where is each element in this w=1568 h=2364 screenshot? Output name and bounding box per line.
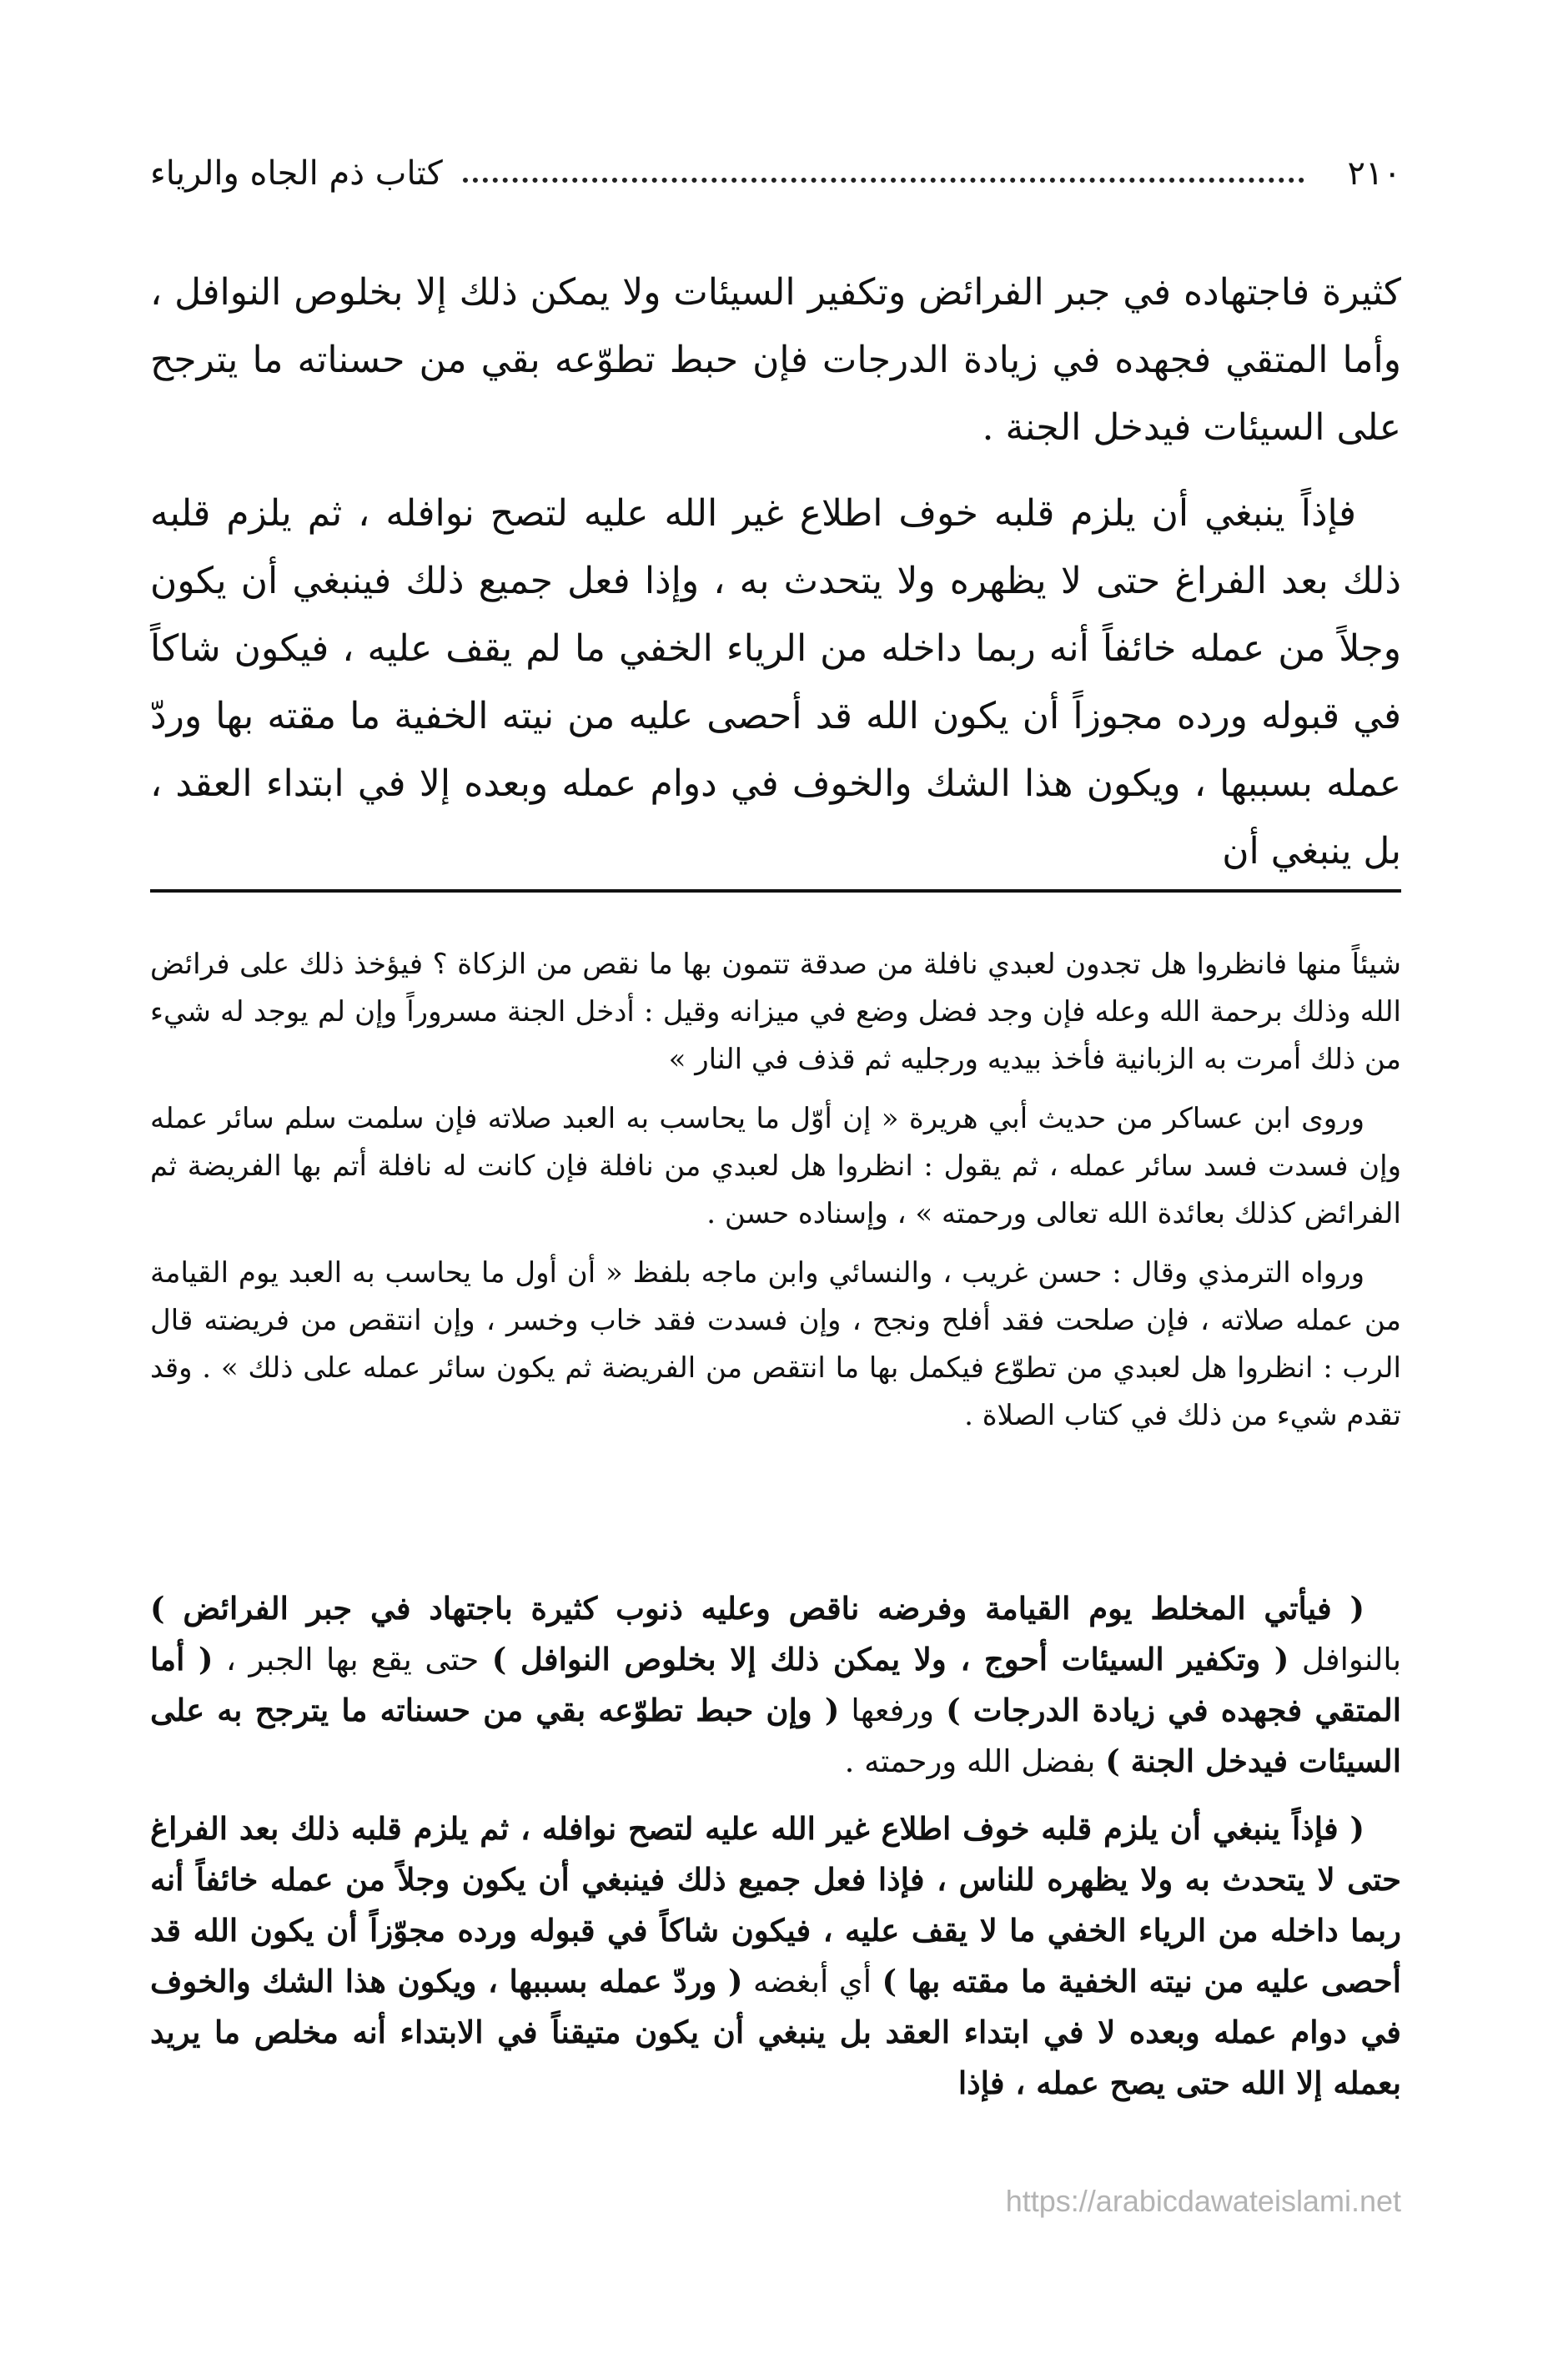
quoted-text: ( وردّ عمله بسببها ، ويكون هذا الشك والخوف في دوام عمله وبعده لا في ابتداء العقد بل ينبغي أن يكون متيقناً في الابتداء أنه مخلص ما يريد بعمله إلا الله حتى يصح عمله ، فإذا: [150, 1963, 1401, 2101]
page-number: ٢١٠: [1347, 154, 1401, 193]
main-text: [150, 259, 1401, 903]
quoted-text: ( فيأتي المخلط يوم القيامة وفرضه ناقص وعليه ذنوب كثيرة باجتهاد في جبر الفرائض ): [150, 1590, 1364, 1627]
footnotes: [150, 941, 1401, 1451]
quoted-text: ( فإذاً ينبغي أن يلزم قلبه خوف اطلاع غير الله عليه لتصح نوافله ، ثم يلزم قلبه ذلك بعد الفراغ حتى لا يتحدث به ولا يظهره للناس ، فإذا فعل جميع ذلك فينبغي أن يكون وجلاً من عمله خائفاً أنه ربما داخله من الرياء الخفي ما لا يقف عليه ، فيكون شاكاً في قبوله ورده مجوّزاً أن يكون الله قد أحصى عليه من نيته الخفية ما مقته بها ): [150, 1810, 1401, 1999]
commentary-text: حتى يقع بها الجبر ،: [226, 1642, 480, 1677]
page-header: [150, 148, 1401, 199]
commentary-paragraph-1: [150, 1583, 1401, 1787]
quoted-text: ( أما المتقي فجهده في زيادة الدرجات ): [150, 1641, 1402, 1728]
commentary-paragraph-2: [150, 1803, 1401, 2109]
footnote-paragraph-2: وروى ابن عساكر من حديث أبي هريرة « إن أوّل ما يحاسب به العبد صلاته فإن سلمت سلم سائر عمله وإن فسدت فسد سائر عمله ، ثم يقول : انظروا هل لعبدي من نافلة فإن كانت له نافلة أتم بها الفريضة ثم الفرائض كذلك بعائدة الله تعالى ورحمته » ، وإسناده حسن .: [150, 1102, 1401, 1230]
footnote-separator: [150, 889, 1401, 893]
footnote-paragraph-1: شيئاً منها فانظروا هل تجدون لعبدي نافلة من صدقة تتمون بها ما نقص من الزكاة ؟ فيؤخذ ذلك على فرائض الله وذلك برحمة الله وعله فإن وجد فضل وضع في ميزانه وقيل : أدخل الجنة مسروراً وإن لم يوجد له شيء من ذلك أمرت به الزبانية فأخذ بيديه ورجليه ثم قذف في النار »: [150, 948, 1401, 1076]
header-dotted-leader: [463, 178, 1304, 183]
main-paragraph-1: كثيرة فاجتهاده في جبر الفرائض وتكفير السيئات ولا يمكن ذلك إلا بخلوص النوافل ، وأما المتقي فجهده في زيادة الدرجات فإن حبط تطوّعه بقي من حسناته ما يترجح على السيئات فيدخل الجنة .: [150, 271, 1401, 449]
commentary-text: ورفعها: [851, 1693, 935, 1728]
commentary-text: بفضل الله ورحمته .: [844, 1743, 1096, 1779]
quoted-text: ( وتكفير السيئات أحوج ، ولا يمكن ذلك إلا بخلوص النوافل ): [491, 1641, 1289, 1677]
footnote-paragraph-3: ورواه الترمذي وقال : حسن غريب ، والنسائي وابن ماجه بلفظ « أن أول ما يحاسب به العبد يوم القيامة من عمله صلاته ، فإن صلحت فقد أفلح ونجح ، وإن فسدت فقد خاب وخسر ، وإن انتقص من فريضته قال الرب : انظروا هل لعبدي من تطوّع فيكمل بها ما انتقص من الفريضة ثم يكون سائر عمله على ذلك » . وقد تقدم شيء من ذلك في كتاب الصلاة .: [150, 1256, 1401, 1432]
commentary-text: أي أبغضه: [752, 1964, 872, 1999]
main-paragraph-2: فإذاً ينبغي أن يلزم قلبه خوف اطلاع غير الله عليه لتصح نوافله ، ثم يلزم قلبه ذلك بعد الفراغ حتى لا يظهره ولا يتحدث به ، وإذا فعل جميع ذلك فينبغي أن يكون وجلاً من عمله خائفاً أنه ربما داخله من الرياء الخفي ما لم يقف عليه ، فيكون شاكاً في قبوله ورده مجوزاً أن يكون الله قد أحصى عليه من نيته الخفية ما مقته بها وردّ عمله بسببها ، ويكون هذا الشك والخوف في دوام عمله وبعده إلا في ابتداء العقد ، بل ينبغي أن: [150, 492, 1401, 873]
quoted-text: ( وإن حبط تطوّعه بقي من حسناته ما يترجح به على السيئات فيدخل الجنة ): [150, 1692, 1401, 1779]
commentary-text: بالنوافل: [1301, 1642, 1402, 1677]
commentary: [150, 1583, 1401, 2125]
watermark-url: https://arabicdawateislami.net: [1005, 2184, 1401, 2218]
running-title: كتاب ذم الجاه والرياء: [150, 154, 443, 193]
